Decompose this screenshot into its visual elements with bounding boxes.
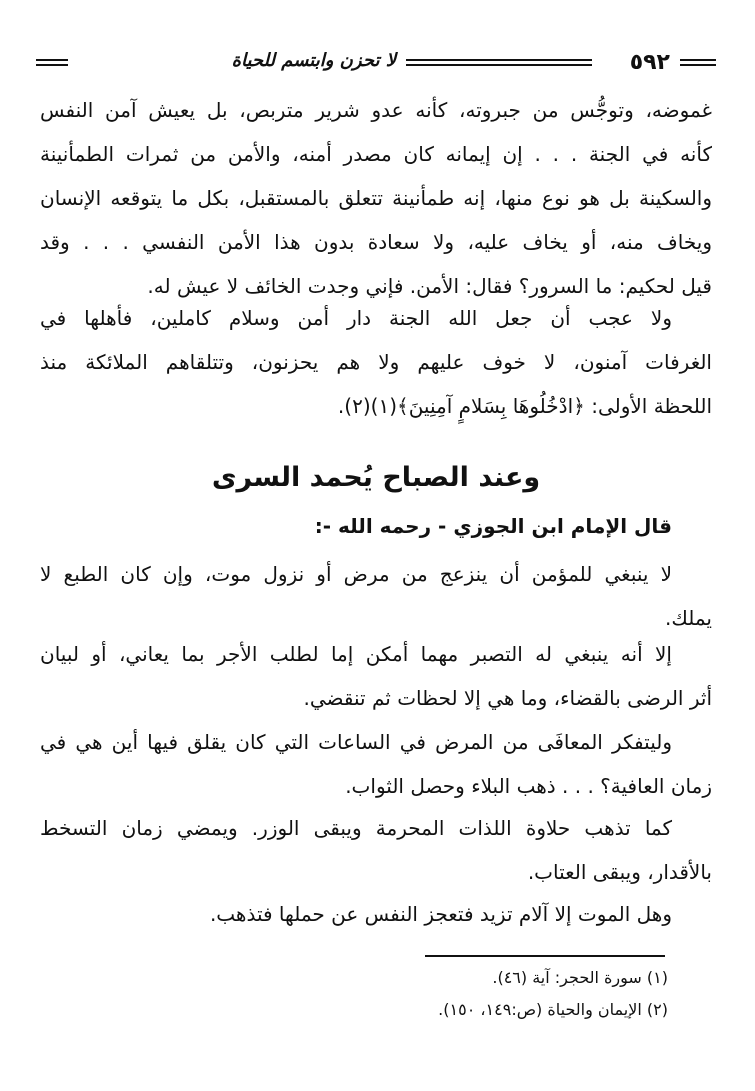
- quote-paragraph-4: [40, 806, 712, 894]
- quote-paragraph-1: [40, 552, 712, 640]
- text-line: زمان العافية؟ . . . ذهب البلاء وحصل الثواب.: [345, 774, 712, 798]
- section-heading: وعند الصباح يُحمد السرى: [211, 462, 541, 493]
- footnote: (٢) الإيمان والحياة (ص:١٤٩، ١٥٠).: [438, 1000, 668, 1019]
- text-line: ولا عجب أن جعل الله الجنة دار أمن وسلام كاملين، فأهلها في: [40, 306, 672, 330]
- text-line: اللحظة الأولى: ﴿ادْخُلُوهَا بِسَلامٍ آمِنِينَ﴾(١)(٢).: [337, 394, 712, 418]
- paragraph-paradise: [40, 296, 712, 428]
- header-rule-middle: [406, 59, 592, 66]
- page-number: ٥٩٢: [629, 50, 670, 75]
- text-line: لا ينبغي للمؤمن أن ينزعج من مرض أو نزول موت، وإن كان الطبع لا: [40, 562, 672, 586]
- text-line: غموضه، وتوجُّس من جبروته، كأنه عدو شرير متربص، بل يعيش آمن النفس: [40, 98, 712, 122]
- text-line: قال الإمام ابن الجوزي - رحمه الله -:: [314, 514, 672, 538]
- header-rule-right: [680, 59, 716, 66]
- page-header: [36, 48, 716, 88]
- running-title: لا تحزن وابتسم للحياة: [231, 50, 396, 71]
- text-line: أثر الرضى بالقضاء، وما هي إلا لحظات ثم تنقضي.: [303, 686, 712, 710]
- footnote: (١) سورة الحجر: آية (٤٦).: [492, 968, 668, 987]
- paragraph-security: [40, 88, 712, 308]
- text-line: الغرفات آمنون، لا خوف عليهم ولا هم يحزنون، وتتلقاهم الملائكة منذ: [40, 350, 712, 374]
- quote-paragraph-3: [40, 720, 712, 808]
- section-intro: [40, 504, 712, 548]
- text-line: بالأقدار، ويبقى العتاب.: [527, 860, 712, 884]
- text-line: وهل الموت إلا آلام تزيد فتعجز النفس عن حملها فتذهب.: [209, 902, 672, 926]
- text-line: كأنه في الجنة . . . إن إيمانه كان مصدر أمنه، والأمن من ثمرات الطمأنينة: [40, 142, 712, 166]
- text-line: ويخاف منه، أو يخاف عليه، ولا سعادة بدون هذا الأمن النفسي . . . وقد: [40, 230, 712, 254]
- text-line: وليتفكر المعافَى من المرض في الساعات التي كان يقلق فيها أين هي في: [40, 730, 672, 754]
- footnote-divider: [425, 955, 665, 957]
- text-line: قيل لحكيم: ما السرور؟ فقال: الأمن. فإني وجدت الخائف لا عيش له.: [147, 274, 712, 298]
- quote-paragraph-2: [40, 632, 712, 720]
- text-line: والسكينة بل هو نوع منها، إنه طمأنينة تتعلق بالمستقبل، بكل ما يتوقعه الإنسان: [40, 186, 712, 210]
- footnotes: [300, 962, 668, 1026]
- text-line: كما تذهب حلاوة اللذات المحرمة ويبقى الوزر. ويمضي زمان التسخط: [40, 816, 672, 840]
- header-rule-left: [36, 59, 68, 66]
- text-line: إلا أنه ينبغي له التصبر مهما أمكن إما لطلب الأجر بما يعاني، أو لبيان: [40, 642, 672, 666]
- text-line: يملك.: [665, 606, 712, 630]
- quote-paragraph-5: [40, 892, 712, 936]
